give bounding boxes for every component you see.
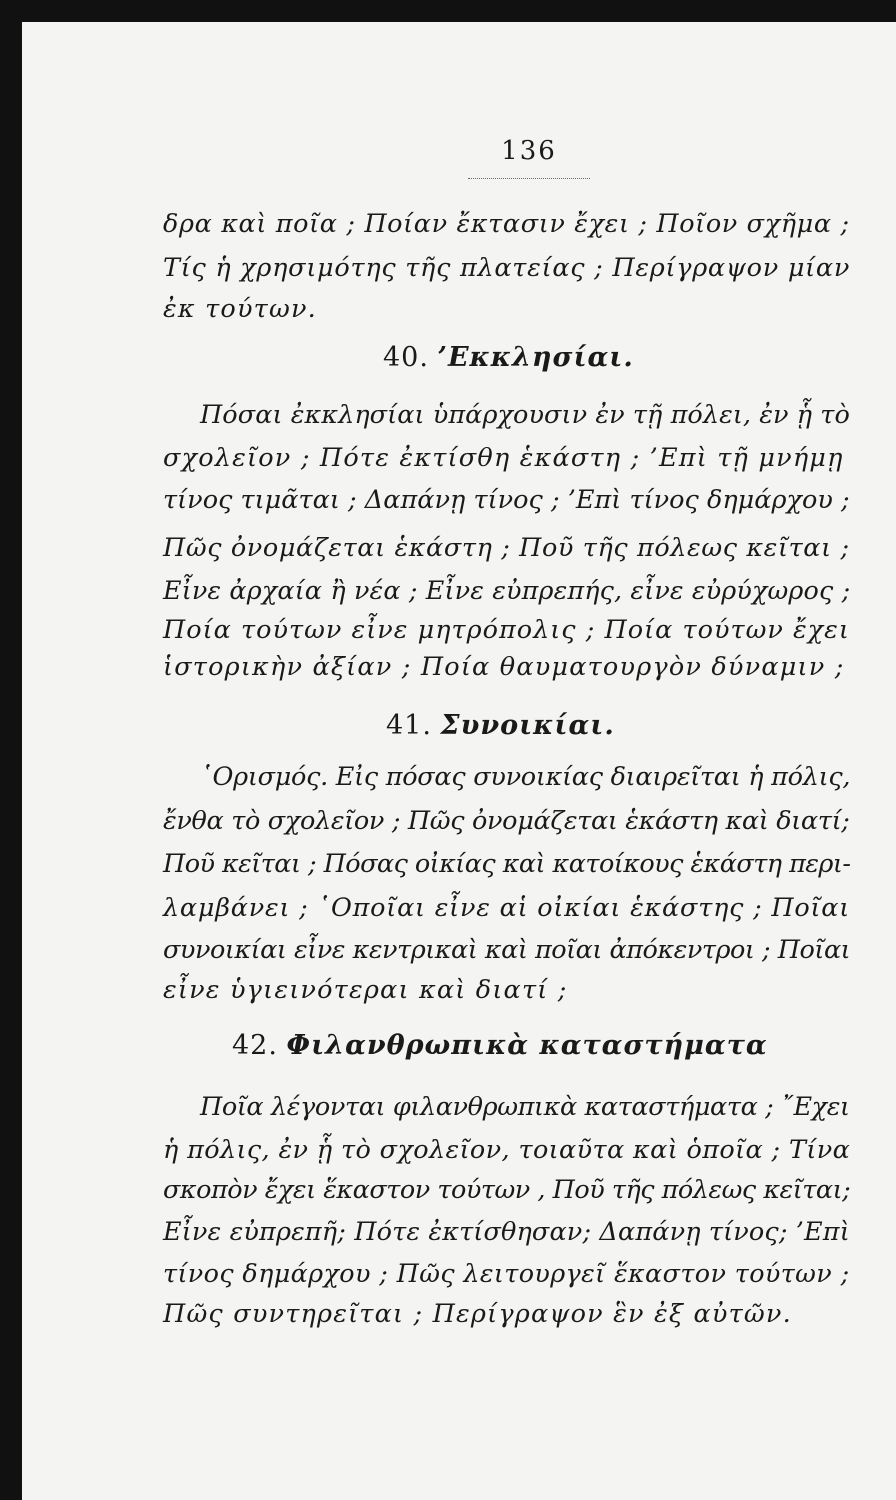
scan-edge — [836, 0, 896, 22]
section-title: ’Εκκλησίαι. — [437, 342, 634, 373]
text-line: Πῶς συντηρεῖται ; Περίγραψον ἓν ἐξ αὐτῶν. — [163, 1299, 792, 1329]
text-line: Πόσαι ἐκκλησίαι ὑπάρχουσιν ἐν τῇ πόλει, ἐν ᾗ τὸ — [200, 400, 850, 430]
text-line: Τίς ἡ χρησιμότης τῆς πλατείας ; Περίγραψον μίαν — [163, 253, 851, 283]
text-line: ἡ πόλις, ἐν ᾗ τὸ σχολεῖον, τοιαῦτα καὶ ὁποῖα ; Τίνα — [163, 1135, 851, 1165]
text-line: ἔνθα τὸ σχολεῖον ; Πῶς ὀνομάζεται ἑκάστη καὶ διατί; — [163, 806, 850, 836]
page-number: 136 — [501, 136, 557, 166]
text-line: Εἶνε εὐπρεπῆ; Πότε ἐκτίσθησαν; Δαπάνῃ τίνος; ’Επὶ — [163, 1217, 850, 1247]
text-line: Ποία τούτων εἶνε μητρόπολις ; Ποία τούτων ἔχει — [163, 615, 850, 645]
text-line: συνοικίαι εἶνε κεντρικαὶ καὶ ποῖαι ἀπόκεντροι ; Ποῖαι — [163, 935, 851, 965]
section-number: 42. — [232, 1030, 278, 1061]
section-number: 40. — [383, 342, 429, 373]
text-line: Εἶνε ἀρχαία ἢ νέα ; Εἶνε εὐπρεπής, εἶνε εὐρύχωρος ; — [163, 576, 851, 606]
text-line: τίνος τιμᾶται ; Δαπάνῃ τίνος ; ’Επὶ τίνος δημάρχου ; — [163, 485, 850, 515]
section-heading — [383, 342, 634, 373]
text-line: ἱστορικὴν ἀξίαν ; Ποία θαυματουργὸν δύναμιν ; — [163, 652, 845, 682]
text-line: Πῶς ὀνομάζεται ἑκάστη ; Ποῦ τῆς πόλεως κεῖται ; — [163, 533, 850, 563]
text-line: εἶνε ὑγιεινότεραι καὶ διατί ; — [163, 975, 568, 1005]
section-heading — [232, 1030, 768, 1061]
text-line: Ποῦ κεῖται ; Πόσας οἰκίας καὶ κατοίκους ἑκάστη περι- — [163, 849, 851, 879]
text-line: ῾Ορισμός. Εἰς πόσας συνοικίας διαιρεῖται ἡ πόλις, — [200, 762, 851, 792]
section-title: Φιλανθρωπικὰ καταστήματα — [286, 1030, 768, 1061]
text-line: δρα καὶ ποῖα ; Ποίαν ἔκτασιν ἔχει ; Ποῖον σχῆμα ; — [163, 209, 850, 239]
text-line: σχολεῖον ; Πότε ἐκτίσθη ἑκάστη ; ’Επὶ τῇ μνήμῃ — [163, 443, 844, 473]
section-number: 41. — [386, 710, 432, 741]
text-line: λαμβάνει ; ῾Οποῖαι εἶνε αἱ οἰκίαι ἑκάστης ; Ποῖαι — [163, 893, 851, 923]
text-line: ἐκ τούτων. — [163, 294, 317, 324]
text-line: Ποῖα λέγονται φιλανθρωπικὰ καταστήματα ; ῎Εχει — [200, 1092, 850, 1122]
page-number-rule — [468, 178, 590, 179]
section-heading — [386, 710, 615, 741]
text-line: τίνος δημάρχου ; Πῶς λειτουργεῖ ἕκαστον τούτων ; — [163, 1259, 850, 1289]
section-title: Συνοικίαι. — [440, 710, 615, 741]
text-line: σκοπὸν ἔχει ἕκαστον τούτων , Ποῦ τῆς πόλεως κεῖται; — [163, 1175, 851, 1205]
